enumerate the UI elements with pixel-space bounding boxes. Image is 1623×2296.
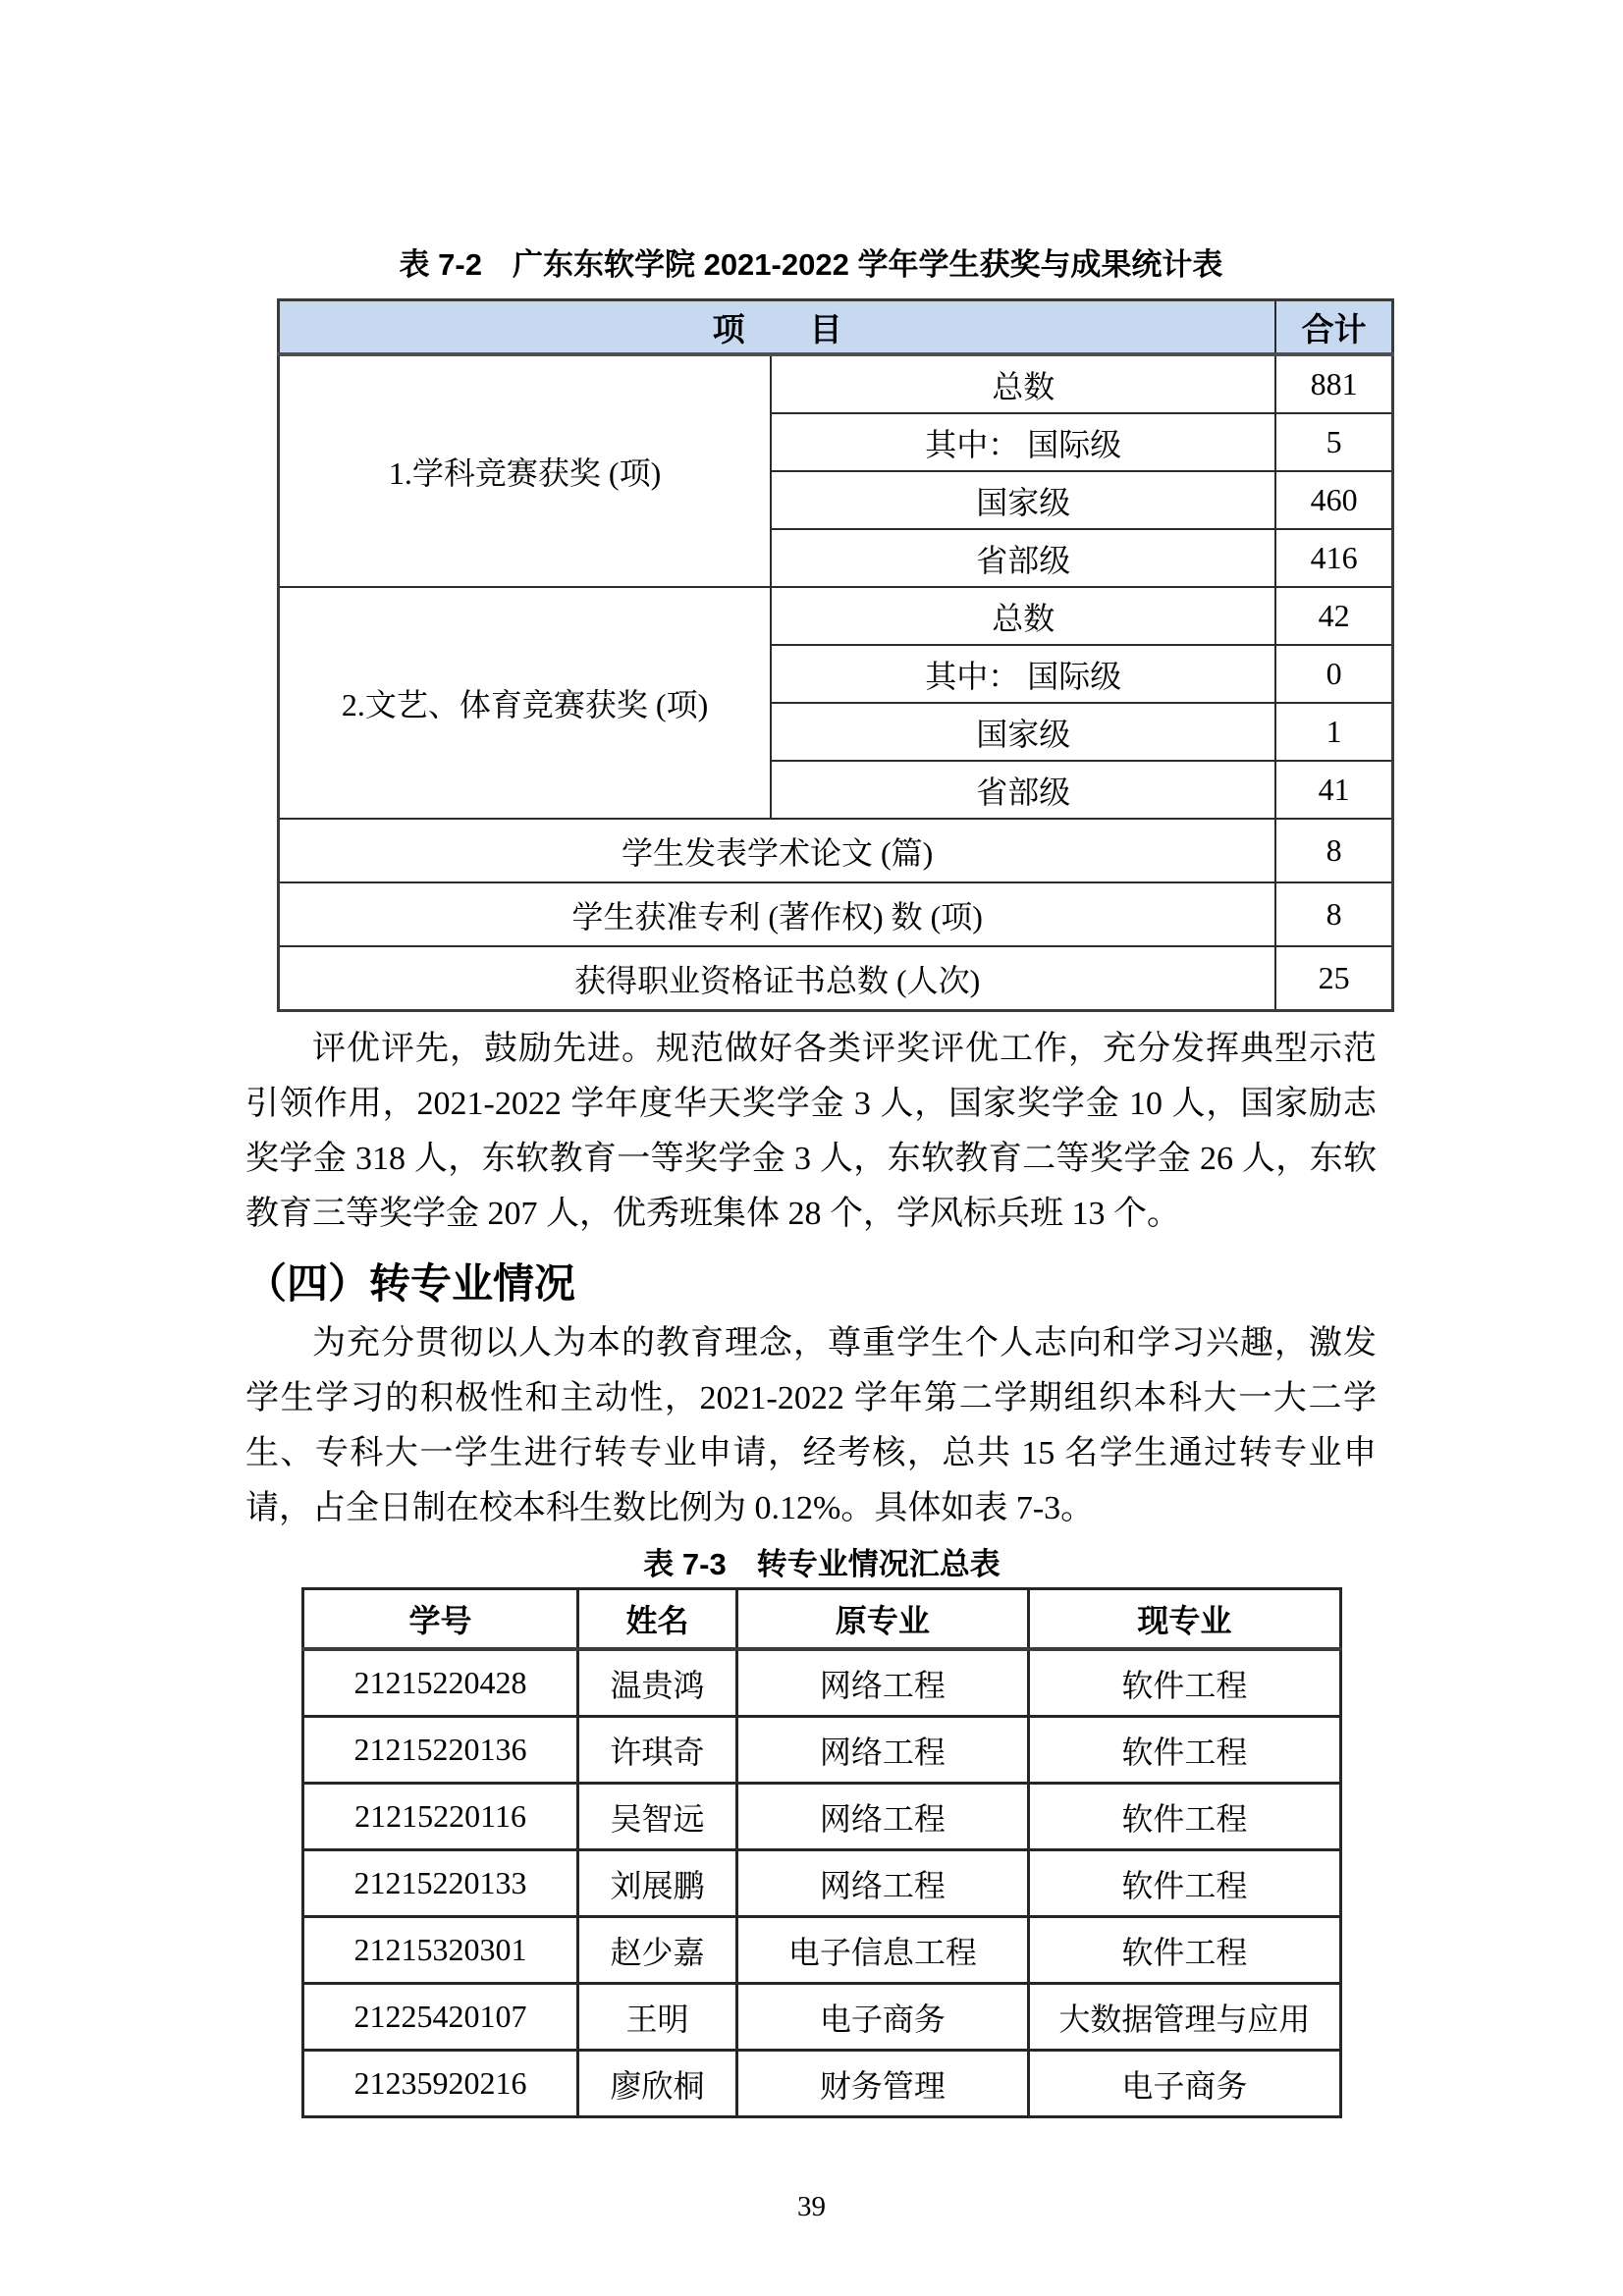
table-row <box>303 2051 1341 2117</box>
value-cell: 42 <box>1275 587 1392 645</box>
current-major-cell: 软件工程 <box>1028 1917 1340 1984</box>
student-id-cell: 21215320301 <box>303 1917 578 1984</box>
table-row <box>303 1917 1341 1984</box>
page-number: 39 <box>797 2191 826 2222</box>
item-cell: 国家级 <box>771 703 1275 761</box>
transfer-table-header-row <box>303 1589 1341 1650</box>
original-major-cell: 网络工程 <box>736 1717 1028 1784</box>
column-header-name: 姓名 <box>578 1589 737 1650</box>
student-name-cell: 吴智远 <box>578 1784 737 1850</box>
value-cell: 1 <box>1275 703 1392 761</box>
student-id-cell: 21215220133 <box>303 1850 578 1917</box>
item-cell: 其中： 国际级 <box>771 645 1275 703</box>
table-row <box>279 819 1393 882</box>
original-major-cell: 财务管理 <box>736 2051 1028 2117</box>
value-cell: 41 <box>1275 761 1392 819</box>
table-row <box>303 1717 1341 1784</box>
student-name-cell: 许琪奇 <box>578 1717 737 1784</box>
column-header-original-major: 原专业 <box>736 1589 1028 1650</box>
value-cell: 881 <box>1275 354 1392 413</box>
value-cell: 25 <box>1275 946 1392 1011</box>
table-row <box>279 882 1393 946</box>
student-id-cell: 21215220116 <box>303 1784 578 1850</box>
student-id-cell: 21235920216 <box>303 2051 578 2117</box>
table-row <box>279 587 1393 645</box>
value-cell: 460 <box>1275 471 1392 529</box>
value-cell: 5 <box>1275 413 1392 471</box>
current-major-cell: 软件工程 <box>1028 1850 1340 1917</box>
summary-item-papers: 学生发表学术论文 (篇) <box>279 819 1276 882</box>
summary-item-certificates: 获得职业资格证书总数 (人次) <box>279 946 1276 1011</box>
transfer-table <box>301 1587 1342 2118</box>
awards-summary-paragraph: 评优评先，鼓励先进。规范做好各类评奖评优工作，充分发挥典型示范引领作用，2021-2022 学年度华天奖学金 3 人，国家奖学金 10 人，国家励志奖学金 318 人，东软教育一等奖学金 3 人，东软教育二等奖学金 26 人，东软教育三等奖学金 207 人，优秀班集体 28 个，学风标兵班 13 个。 <box>245 1031 1377 1232</box>
student-name-cell: 赵少嘉 <box>578 1917 737 1984</box>
item-cell: 国家级 <box>771 471 1275 529</box>
student-name-cell: 温贵鸿 <box>578 1649 737 1717</box>
column-header-student-id: 学号 <box>303 1589 578 1650</box>
summary-item-patents: 学生获准专利 (著作权) 数 (项) <box>279 882 1276 946</box>
current-major-cell: 软件工程 <box>1028 1784 1340 1850</box>
item-cell: 省部级 <box>771 761 1275 819</box>
student-name-cell: 刘展鹏 <box>578 1850 737 1917</box>
student-id-cell: 21215220136 <box>303 1717 578 1784</box>
item-cell: 总数 <box>771 354 1275 413</box>
table-row <box>303 1784 1341 1850</box>
current-major-cell: 电子商务 <box>1028 2051 1340 2117</box>
table-row <box>303 1850 1341 1917</box>
table-row <box>279 354 1393 413</box>
student-id-cell: 21225420107 <box>303 1984 578 2051</box>
value-cell: 8 <box>1275 882 1392 946</box>
value-cell: 416 <box>1275 529 1392 587</box>
student-id-cell: 21215220428 <box>303 1649 578 1717</box>
student-name-cell: 廖欣桐 <box>578 2051 737 2117</box>
original-major-cell: 电子信息工程 <box>736 1917 1028 1984</box>
item-cell: 总数 <box>771 587 1275 645</box>
table-row <box>303 1649 1341 1717</box>
original-major-cell: 网络工程 <box>736 1784 1028 1850</box>
column-header-total: 合计 <box>1275 300 1392 355</box>
item-cell: 其中： 国际级 <box>771 413 1275 471</box>
current-major-cell: 大数据管理与应用 <box>1028 1984 1340 2051</box>
awards-table <box>277 298 1394 1012</box>
awards-table-title: 表 7-2 广东东软学院 2021-2022 学年学生获奖与成果统计表 <box>399 247 1223 282</box>
student-name-cell: 王明 <box>578 1984 737 2051</box>
group-label-academic-competitions: 1.学科竞赛获奖 (项) <box>279 354 772 587</box>
page-content <box>245 243 1377 2118</box>
transfer-table-title: 表 7-3 转专业情况汇总表 <box>643 1547 1001 1581</box>
awards-table-header-row <box>279 300 1393 355</box>
column-header-current-major: 现专业 <box>1028 1589 1340 1650</box>
table-row <box>279 946 1393 1011</box>
section-heading-major-transfer: （四）转专业情况 <box>245 1260 576 1307</box>
major-transfer-paragraph: 为充分贯彻以人为本的教育理念，尊重学生个人志向和学习兴趣，激发学生学习的积极性和主动性，2021-2022 学年第二学期组织本科大一大二学生、专科大一学生进行转专业申请，经考核，总共 15 名学生通过转专业申请，占全日制在校本科生数比例为 0.12%。具体如表 7-3。 <box>245 1325 1377 1526</box>
table-row <box>303 1984 1341 2051</box>
group-label-arts-sports-competitions: 2.文艺、体育竞赛获奖 (项) <box>279 587 772 819</box>
value-cell: 0 <box>1275 645 1392 703</box>
item-cell: 省部级 <box>771 529 1275 587</box>
column-header-item: 项 目 <box>279 300 1276 355</box>
original-major-cell: 电子商务 <box>736 1984 1028 2051</box>
current-major-cell: 软件工程 <box>1028 1649 1340 1717</box>
value-cell: 8 <box>1275 819 1392 882</box>
original-major-cell: 网络工程 <box>736 1850 1028 1917</box>
original-major-cell: 网络工程 <box>736 1649 1028 1717</box>
current-major-cell: 软件工程 <box>1028 1717 1340 1784</box>
